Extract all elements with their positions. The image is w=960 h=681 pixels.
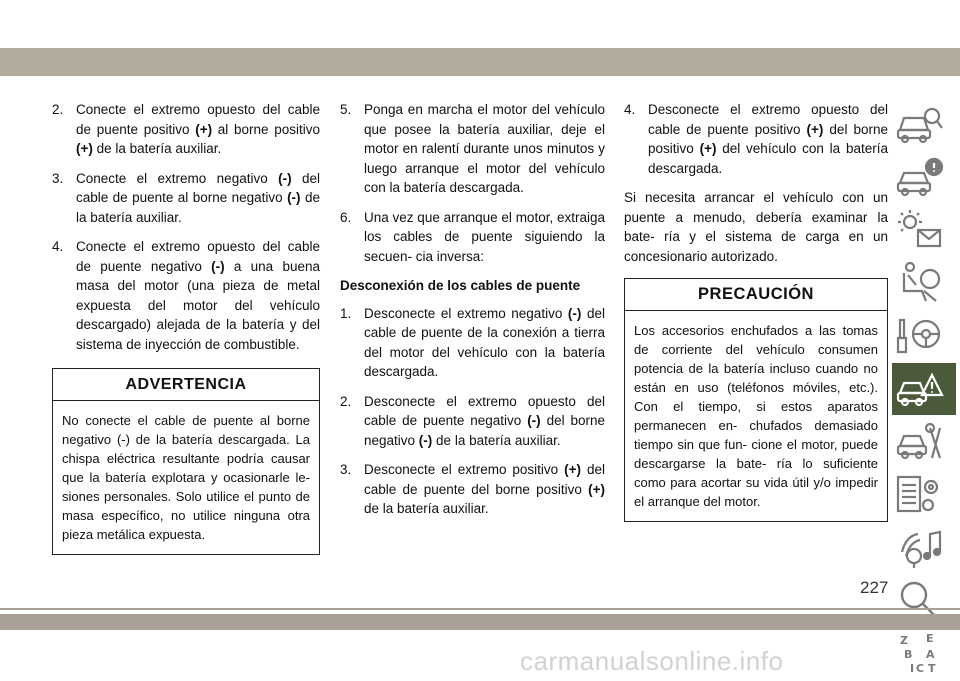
item-number: 4. bbox=[624, 102, 636, 117]
item-number: 3. bbox=[340, 462, 352, 477]
item-text bbox=[364, 100, 605, 198]
item-number: 4. bbox=[52, 239, 64, 254]
terminal-symbol: (+) bbox=[564, 462, 582, 477]
tab-car-magnifier[interactable] bbox=[892, 98, 956, 150]
col2-list-bottom bbox=[340, 304, 605, 519]
letter-i: I bbox=[910, 662, 915, 675]
text-run: Desconecte el extremo positivo bbox=[364, 462, 565, 477]
text-run: Desconecte el extremo opuesto del cable de puente positivo bbox=[648, 102, 888, 137]
letter-a: A bbox=[926, 648, 935, 661]
item-text bbox=[364, 304, 605, 382]
col1-list bbox=[52, 100, 320, 354]
caution-body: Los accesorios enchufados a las tomas de corriente del vehículo consumen potencia de la batería incluso cuando no están en uso (teléfonos móviles, etc.). Con el tiempo, si estos aparatos permanecen en- chufados demasiado tiempo sin que fun- cione el motor, puede descargarse la bate- ría lo suficiente como para acortar su vida útil y/o impedir el arranque del motor. bbox=[634, 322, 878, 509]
col2-list-top bbox=[340, 100, 605, 266]
item-number: 2. bbox=[52, 102, 64, 117]
item-number: 2. bbox=[340, 393, 352, 409]
alphabet-index-icon bbox=[896, 632, 944, 676]
tab-car-hazard[interactable] bbox=[892, 363, 956, 415]
text-run: Ponga en marcha el motor del vehículo que posee la batería auxiliar, deje el motor en ralentí durante unos minutos y luego arranque el motor del vehículo con la batería descargada. bbox=[364, 102, 605, 195]
car-hazard-icon bbox=[896, 367, 944, 411]
spec-gear-icon bbox=[896, 473, 944, 517]
list-item bbox=[624, 100, 888, 178]
text-run: del borne positivo bbox=[648, 121, 889, 156]
caution-title: PRECAUCIÓN bbox=[625, 279, 887, 311]
text-run: del cable de puente de la conexión a tierra del motor del vehículo con la batería descargada. bbox=[364, 305, 605, 379]
item-text bbox=[76, 237, 320, 354]
airbag-seat-icon bbox=[896, 261, 944, 305]
list-item bbox=[52, 100, 320, 159]
music-navigation-icon bbox=[896, 526, 944, 570]
tab-airbag-seat[interactable] bbox=[892, 257, 956, 309]
car-info-icon bbox=[896, 155, 944, 199]
text-run: Conecte el extremo negativo bbox=[76, 170, 279, 186]
text-run: de la batería auxiliar. bbox=[92, 141, 222, 156]
letter-t: T bbox=[928, 662, 936, 675]
letter-c: C bbox=[916, 662, 925, 675]
tab-alphabetical-index[interactable] bbox=[892, 628, 956, 680]
list-item bbox=[52, 169, 320, 228]
list-item bbox=[340, 208, 605, 267]
list-item bbox=[340, 460, 605, 519]
caution-box bbox=[624, 278, 888, 522]
footer-band bbox=[0, 614, 960, 630]
item-text bbox=[76, 100, 320, 159]
terminal-symbol: (+) bbox=[806, 121, 824, 137]
warning-lights-message-icon bbox=[896, 208, 944, 252]
text-run: Conecte el extremo opuesto del cable de puente negativo bbox=[76, 239, 320, 274]
list-item bbox=[340, 100, 605, 198]
letter-z: Z bbox=[900, 634, 908, 647]
terminal-symbol: (-) bbox=[527, 413, 541, 428]
item-text bbox=[364, 460, 605, 519]
terminal-symbol: (-) bbox=[287, 190, 301, 205]
footer-rule bbox=[0, 608, 960, 610]
terminal-symbol: (-) bbox=[567, 305, 582, 321]
tab-specifications[interactable] bbox=[892, 469, 956, 521]
text-run: al borne positivo bbox=[212, 121, 320, 137]
terminal-symbol: (+) bbox=[588, 481, 605, 497]
tab-warning-lights[interactable] bbox=[892, 204, 956, 256]
col3-list bbox=[624, 100, 888, 178]
top-margin bbox=[0, 0, 960, 48]
item-number: 6. bbox=[340, 209, 352, 225]
text-run: Una vez que arranque el motor, extraiga los cables de puente siguiendo la secuen- cia inversa: bbox=[364, 209, 605, 264]
chapter-tabs bbox=[892, 98, 960, 681]
text-run: Desconecte el extremo negativo bbox=[364, 305, 568, 321]
paragraph: Si necesita arrancar el vehículo con un puente a menudo, debería examinar la bate- ría y el sistema de carga en un concesionario autorizado. bbox=[624, 190, 888, 264]
warning-body: No conecte el cable de puente al borne negativo (-) de la batería descargada. La chispa eléctrica resultante podría causar que la batería explotara y ocasionarle le- siones personales. Solo utilice el punto de masa específico, no utilice ninguna otra pieza metálica expuesta. bbox=[62, 412, 310, 542]
warning-box bbox=[52, 368, 320, 555]
tab-steering-wheel[interactable] bbox=[892, 310, 956, 362]
terminal-symbol: (+) bbox=[76, 141, 93, 156]
text-run: del cable de puente al borne negativo bbox=[76, 170, 320, 205]
car-wrench-icon bbox=[896, 420, 944, 464]
terminal-symbol: (-) bbox=[418, 432, 433, 448]
list-item bbox=[52, 237, 320, 354]
list-item bbox=[340, 392, 605, 451]
page-number: 227 bbox=[860, 578, 889, 597]
section-subheading: Desconexión de los cables de puente bbox=[340, 278, 581, 293]
text-run: del borne negativo bbox=[364, 413, 606, 448]
terminal-symbol: (-) bbox=[278, 170, 292, 186]
steering-wheel-icon bbox=[896, 314, 944, 358]
watermark: carmanualsonline.info bbox=[520, 646, 784, 676]
text-run: Desconecte el extremo opuesto del cable de puente negativo bbox=[364, 393, 605, 428]
item-text bbox=[364, 392, 605, 451]
text-run: del vehículo con la batería descargada. bbox=[648, 141, 889, 176]
text-run: de la batería auxiliar. bbox=[76, 190, 320, 225]
text-run: a una buena masa del motor (una pieza de metal expuesta del motor del vehículo descargado) alejada de la batería y del sistema de inyección de combustible. bbox=[76, 258, 320, 352]
item-number: 3. bbox=[52, 170, 64, 186]
car-magnifier-icon bbox=[896, 102, 944, 146]
warning-title: ADVERTENCIA bbox=[53, 369, 319, 401]
terminal-symbol: (-) bbox=[211, 258, 225, 274]
tab-multimedia[interactable] bbox=[892, 522, 956, 574]
tab-car-wrench[interactable] bbox=[892, 416, 956, 468]
column-1 bbox=[52, 100, 320, 555]
letter-b: B bbox=[904, 648, 913, 661]
item-text bbox=[648, 100, 888, 178]
column-2 bbox=[340, 100, 605, 529]
item-text bbox=[76, 169, 320, 228]
list-item bbox=[340, 304, 605, 382]
item-text bbox=[364, 208, 605, 267]
text-run: de la batería auxiliar. bbox=[364, 501, 489, 516]
text-run: del cable de puente del borne positivo bbox=[364, 462, 605, 497]
header-band bbox=[0, 48, 960, 76]
item-number: 1. bbox=[340, 305, 352, 321]
item-number: 5. bbox=[340, 102, 352, 117]
terminal-symbol: (+) bbox=[195, 121, 213, 137]
text-run: Conecte el extremo opuesto del cable de puente positivo bbox=[76, 102, 320, 137]
text-run: de la batería auxiliar. bbox=[432, 432, 561, 448]
tab-car-info[interactable] bbox=[892, 151, 956, 203]
column-3 bbox=[624, 100, 888, 522]
letter-e: E bbox=[926, 632, 934, 645]
terminal-symbol: (+) bbox=[699, 141, 717, 156]
